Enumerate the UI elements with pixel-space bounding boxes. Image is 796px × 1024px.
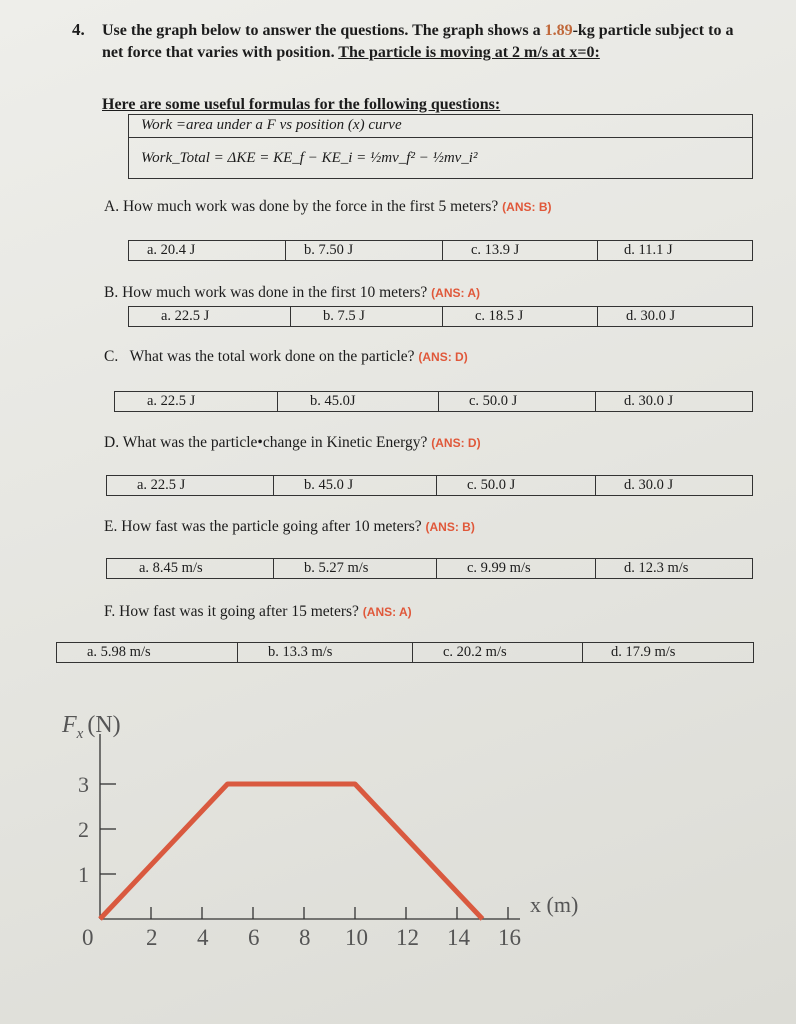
part-a-label: A. bbox=[104, 198, 120, 215]
y-tick-label: 3 bbox=[78, 772, 89, 797]
x-tick-label: 0 bbox=[82, 925, 94, 950]
formula-work-energy: Work_Total = ΔKE = KE_f − KE_i = ½mv_f² − ½mv_i² bbox=[141, 150, 478, 166]
part-b-choices bbox=[128, 306, 753, 327]
x-tick-label: 16 bbox=[498, 925, 521, 950]
choice-b[interactable]: b. 5.27 m/s bbox=[274, 559, 437, 578]
choice-a[interactable]: a. 20.4 J bbox=[129, 241, 286, 260]
choice-c[interactable]: c. 20.2 m/s bbox=[413, 643, 583, 662]
force-curve bbox=[100, 784, 483, 919]
choice-b[interactable]: b. 45.0J bbox=[278, 392, 439, 411]
part-e-answer: (ANS: B) bbox=[425, 520, 475, 534]
mass-value: 1.89 bbox=[544, 22, 573, 39]
x-tick-label: 14 bbox=[447, 925, 470, 950]
formula-work-area: Work =area under a F vs position (x) curve bbox=[129, 115, 752, 138]
part-c-answer: (ANS: D) bbox=[418, 350, 468, 364]
choice-a[interactable]: a. 22.5 J bbox=[107, 476, 274, 495]
part-a-text: How much work was done by the force in the first 5 meters? bbox=[122, 198, 499, 215]
choice-d[interactable]: d. 17.9 m/s bbox=[611, 644, 676, 660]
y-tick-label: 2 bbox=[78, 817, 89, 842]
x-tick-label: 4 bbox=[197, 925, 209, 950]
y-tick-label: 1 bbox=[78, 862, 89, 887]
intro-initial-condition: The particle is moving at 2 m/s at x=0: bbox=[338, 44, 600, 61]
choice-d[interactable]: d. 30.0 J bbox=[624, 393, 674, 409]
y-axis-label: $F_x$ (N) bbox=[62, 712, 121, 742]
choice-b[interactable]: b. 7.5 J bbox=[291, 307, 443, 326]
part-f-text: How fast was it going after 15 meters? bbox=[119, 603, 359, 620]
question-number: 4. bbox=[72, 20, 85, 39]
part-c-text: What was the total work done on the particle? bbox=[129, 348, 415, 365]
part-f-question bbox=[104, 603, 412, 621]
formula-table bbox=[128, 114, 753, 179]
part-b-answer: (ANS: A) bbox=[431, 286, 481, 300]
choice-c[interactable]: c. 50.0 J bbox=[437, 476, 596, 495]
choice-d[interactable]: d. 30.0 J bbox=[624, 477, 674, 493]
x-tick-label: 10 bbox=[345, 925, 368, 950]
choice-b[interactable]: b. 45.0 J bbox=[274, 476, 437, 495]
choice-b[interactable]: b. 7.50 J bbox=[286, 241, 443, 260]
part-c-choices bbox=[114, 391, 753, 412]
part-b-label: B. bbox=[104, 284, 119, 301]
x-axis-label: x (m) bbox=[530, 892, 579, 917]
x-tick-label: 2 bbox=[146, 925, 158, 950]
part-e-choices bbox=[106, 558, 753, 579]
part-b-question bbox=[104, 284, 480, 302]
choice-a[interactable]: a. 8.45 m/s bbox=[107, 559, 274, 578]
part-c-label: C. bbox=[104, 348, 119, 365]
choice-b[interactable]: b. 13.3 m/s bbox=[238, 643, 413, 662]
choice-c[interactable]: c. 9.99 m/s bbox=[437, 559, 596, 578]
part-d-text: What was the particle•change in Kinetic Energy? bbox=[122, 434, 428, 451]
part-c-question bbox=[104, 348, 468, 366]
part-f-choices bbox=[56, 642, 754, 663]
part-a-choices bbox=[128, 240, 753, 261]
choice-d[interactable]: d. 11.1 J bbox=[624, 242, 673, 258]
part-d-answer: (ANS: D) bbox=[431, 436, 481, 450]
question-intro bbox=[102, 20, 752, 64]
choice-d[interactable]: d. 12.3 m/s bbox=[624, 560, 689, 576]
intro-mid: -kg particle subject to a net force that varies with position. bbox=[102, 22, 734, 61]
x-tick-label: 12 bbox=[396, 925, 419, 950]
intro-pre: Use the graph below to answer the questions. The graph shows a bbox=[102, 22, 545, 39]
choice-c[interactable]: c. 50.0 J bbox=[439, 392, 596, 411]
choice-d[interactable]: d. 30.0 J bbox=[626, 308, 676, 324]
part-e-text: How fast was the particle going after 10 meters? bbox=[121, 518, 422, 535]
part-d-question bbox=[104, 434, 481, 452]
part-e-question bbox=[104, 518, 475, 536]
choice-a[interactable]: a. 22.5 J bbox=[115, 392, 278, 411]
force-position-graph bbox=[0, 690, 796, 1024]
choice-a[interactable]: a. 22.5 J bbox=[129, 307, 291, 326]
part-f-label: F. bbox=[104, 603, 116, 620]
choice-c[interactable]: c. 13.9 J bbox=[443, 241, 598, 260]
choice-a[interactable]: a. 5.98 m/s bbox=[57, 643, 238, 662]
graph-ticks bbox=[78, 772, 521, 950]
part-d-label: D. bbox=[104, 434, 120, 451]
part-d-choices bbox=[106, 475, 753, 496]
formulas-heading: Here are some useful formulas for the following questions: bbox=[102, 96, 501, 113]
part-f-answer: (ANS: A) bbox=[362, 605, 412, 619]
part-b-text: How much work was done in the first 10 meters? bbox=[122, 284, 428, 301]
part-a-answer: (ANS: B) bbox=[502, 200, 552, 214]
x-tick-label: 8 bbox=[299, 925, 311, 950]
x-tick-label: 6 bbox=[248, 925, 260, 950]
part-a-question bbox=[104, 198, 552, 216]
choice-c[interactable]: c. 18.5 J bbox=[443, 307, 598, 326]
part-e-label: E. bbox=[104, 518, 118, 535]
